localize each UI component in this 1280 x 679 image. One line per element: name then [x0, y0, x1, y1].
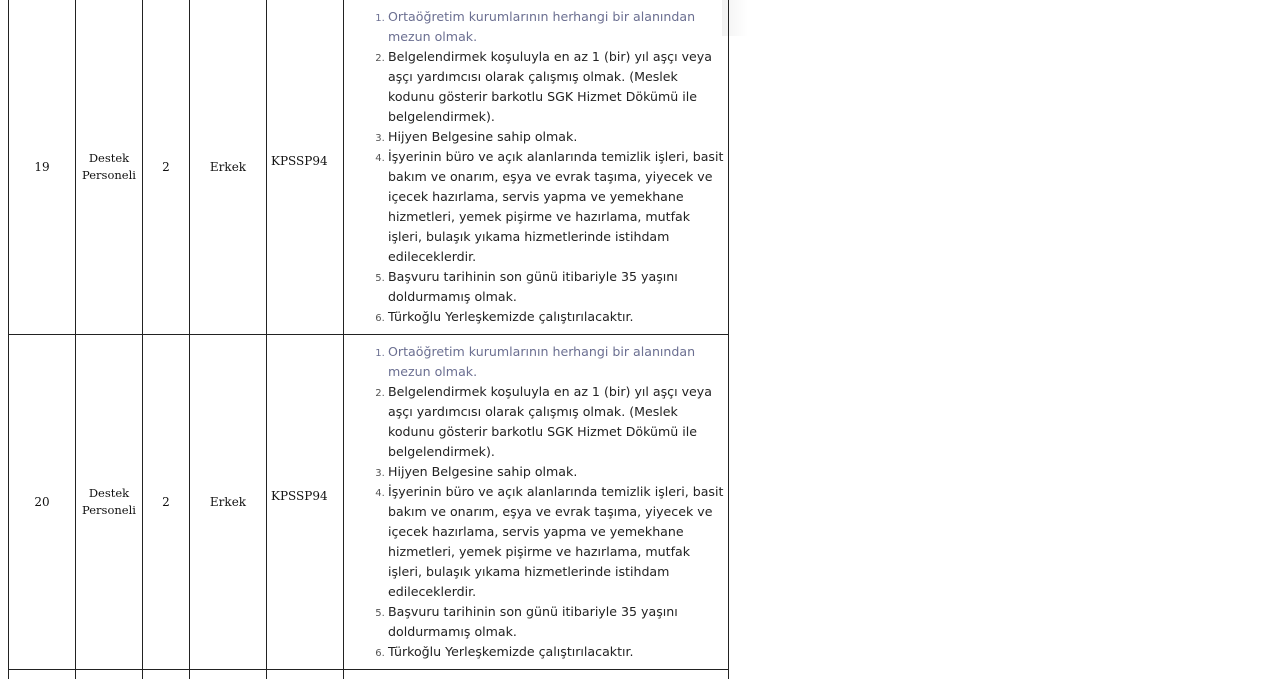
position-count: 2 [143, 0, 190, 335]
table-row [9, 335, 729, 670]
requirement-item: 5. Başvuru tarihinin son günü itibariyle 35 yaşını doldurmamış olmak. [388, 267, 728, 307]
gender: Erkek [190, 335, 267, 670]
position-title-line: Destek [88, 151, 130, 165]
requirement-item: 2. Belgelendirmek koşuluyla en az 1 (bir) yıl aşçı veya aşçı yardımcısı olarak çalışmış olmak. (Meslek kodunu gösterir barkotlu SGK Hizmet Dökümü ile belgelendirmek). [388, 382, 728, 462]
row-number [9, 670, 76, 679]
requirements-cell [344, 335, 729, 670]
requirement-item: 3. Hijyen Belgesine sahip olmak. [388, 127, 728, 147]
requirement-item: 6. Türkoğlu Yerleşkemizde çalıştırılacaktır. [388, 307, 728, 327]
kpss-score-type-text: KPSSP94 [271, 489, 328, 503]
position-table [8, 0, 729, 679]
position-title-line: Personeli [82, 168, 136, 182]
position-title [76, 335, 143, 670]
requirement-item: 4. İşyerinin büro ve açık alanlarında temizlik işleri, basit bakım ve onarım, eşya ve evrak taşıma, yiyecek ve içecek hazırlama, servis yapma ve yemekhane hizmetleri, yemek pişirme ve hazırlama, mutfak işleri, bulaşık yıkama hizmetlerinde istihdam edileceklerdir. [388, 482, 728, 602]
position-title-line: Destek [88, 486, 130, 500]
row-number: 19 [9, 0, 76, 335]
requirement-item: 5. Başvuru tarihinin son günü itibariyle 35 yaşını doldurmamış olmak. [388, 602, 728, 642]
position-title [76, 0, 143, 335]
requirements-cell [344, 670, 729, 679]
gender [190, 670, 267, 679]
kpss-score-type [267, 335, 344, 670]
requirements-list [344, 2, 728, 332]
requirements-list [344, 337, 728, 667]
requirements-cell [344, 0, 729, 335]
table-row-partial [9, 670, 729, 679]
kpss-score-type-text: KPSSP94 [271, 154, 328, 168]
requirement-item: 6. Türkoğlu Yerleşkemizde çalıştırılacaktır. [388, 642, 728, 662]
requirement-item: 4. İşyerinin büro ve açık alanlarında temizlik işleri, basit bakım ve onarım, eşya ve evrak taşıma, yiyecek ve içecek hazırlama, servis yapma ve yemekhane hizmetleri, yemek pişirme ve hazırlama, mutfak işleri, bulaşık yıkama hizmetlerinde istihdam edileceklerdir. [388, 147, 728, 267]
position-title [76, 670, 143, 679]
requirement-item: 3. Hijyen Belgesine sahip olmak. [388, 462, 728, 482]
requirement-item: 2. Belgelendirmek koşuluyla en az 1 (bir) yıl aşçı veya aşçı yardımcısı olarak çalışmış olmak. (Meslek kodunu gösterir barkotlu SGK Hizmet Dökümü ile belgelendirmek). [388, 47, 728, 127]
requirement-item: 1. Ortaöğretim kurumlarının herhangi bir alanından mezun olmak. [388, 7, 728, 47]
table-row [9, 0, 729, 335]
position-count: 2 [143, 335, 190, 670]
requirement-item: 1. Ortaöğretim kurumlarının herhangi bir alanından mezun olmak. [388, 342, 728, 382]
kpss-score-type [267, 670, 344, 679]
gender: Erkek [190, 0, 267, 335]
row-number: 20 [9, 335, 76, 670]
position-title-line: Personeli [82, 503, 136, 517]
position-count [143, 670, 190, 679]
kpss-score-type [267, 0, 344, 335]
